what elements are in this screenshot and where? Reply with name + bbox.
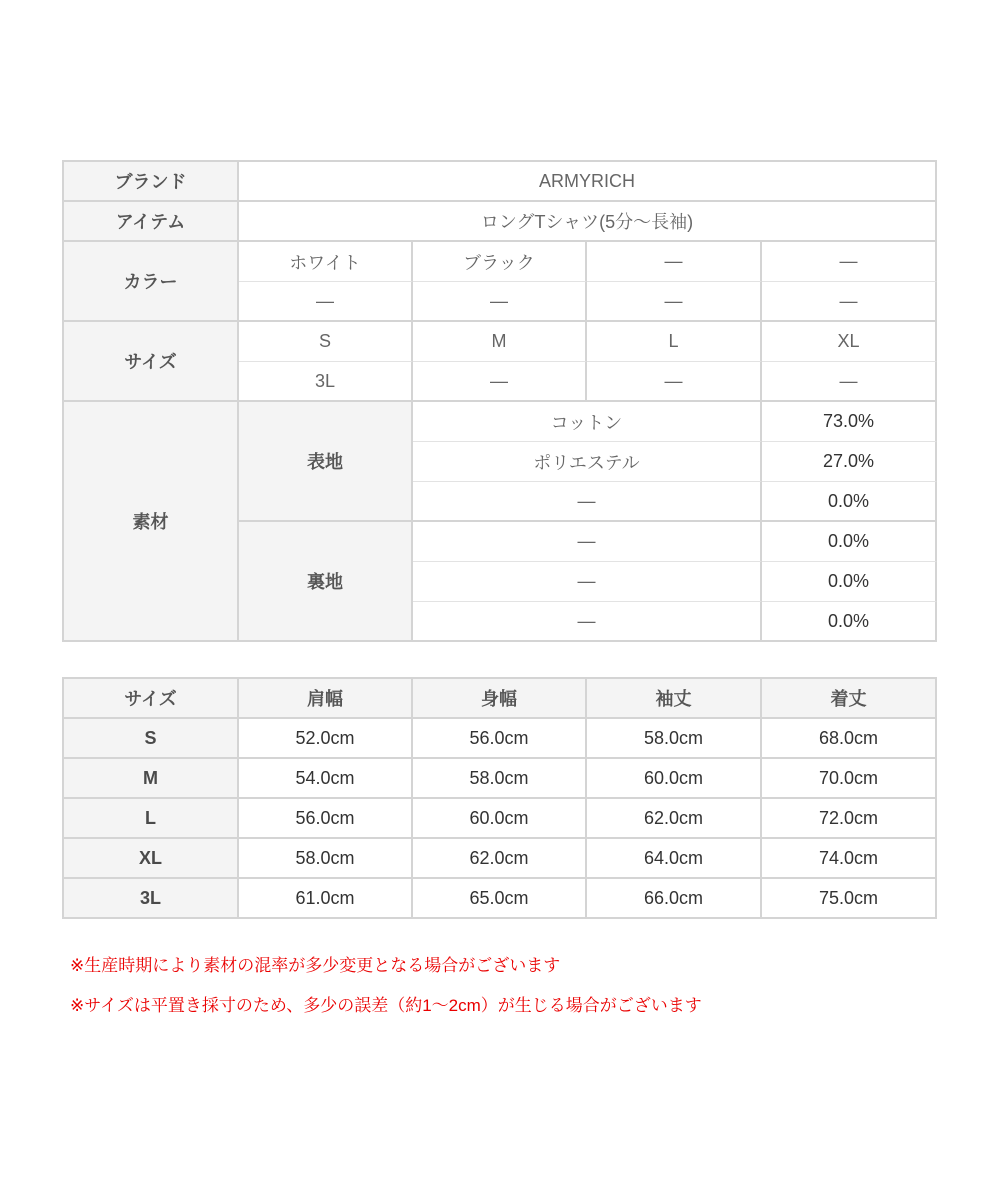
measurement-cell: 56.0cm — [413, 719, 587, 759]
material-percent-cell: 0.0% — [762, 562, 937, 602]
sleeve-header-cell: 袖丈 — [587, 679, 762, 719]
size-value-cell: S — [239, 322, 413, 362]
material-label-cell: 素材 — [64, 402, 239, 642]
material-percent-cell: 27.0% — [762, 442, 937, 482]
size-value-cell: — — [762, 362, 937, 402]
size-table-row — [64, 879, 937, 919]
material-name-cell: ポリエステル — [413, 442, 762, 482]
material-name-cell: — — [413, 482, 762, 522]
color-value-cell: — — [413, 282, 587, 322]
lining-label-cell: 裏地 — [239, 522, 413, 642]
measurement-cell: 72.0cm — [762, 799, 937, 839]
size-row — [64, 322, 937, 362]
size-measurements-table — [62, 677, 937, 919]
measurement-cell: 74.0cm — [762, 839, 937, 879]
brand-row — [64, 162, 937, 202]
item-value-cell: ロングTシャツ(5分〜長袖) — [239, 202, 937, 242]
material-name-cell: — — [413, 602, 762, 642]
size-row-label: L — [64, 799, 239, 839]
material-percent-cell: 0.0% — [762, 522, 937, 562]
measurement-cell: 60.0cm — [587, 759, 762, 799]
product-spec-table — [62, 160, 937, 642]
size-row-label: M — [64, 759, 239, 799]
measurement-cell: 68.0cm — [762, 719, 937, 759]
outer-fabric-label-cell: 表地 — [239, 402, 413, 522]
size-row-label: S — [64, 719, 239, 759]
size-table-row — [64, 839, 937, 879]
size-row-label: 3L — [64, 879, 239, 919]
size-table-row — [64, 799, 937, 839]
measurement-cell: 58.0cm — [587, 719, 762, 759]
measurement-cell: 61.0cm — [239, 879, 413, 919]
size-table-header-row — [64, 679, 937, 719]
material-name-cell: — — [413, 562, 762, 602]
size-header-cell: サイズ — [64, 679, 239, 719]
size-value-cell: — — [587, 362, 762, 402]
size-row-label: XL — [64, 839, 239, 879]
color-value-cell: — — [587, 282, 762, 322]
material-name-cell: コットン — [413, 402, 762, 442]
measurement-cell: 66.0cm — [587, 879, 762, 919]
material-percent-cell: 0.0% — [762, 602, 937, 642]
material-note: ※生産時期により素材の混率が多少変更となる場合がございます — [70, 956, 561, 975]
measurement-cell: 58.0cm — [413, 759, 587, 799]
measurement-cell: 70.0cm — [762, 759, 937, 799]
measurement-cell: 62.0cm — [413, 839, 587, 879]
measurement-cell: 56.0cm — [239, 799, 413, 839]
color-value-cell: — — [762, 282, 937, 322]
length-header-cell: 着丈 — [762, 679, 937, 719]
measurement-cell: 52.0cm — [239, 719, 413, 759]
measurement-cell: 60.0cm — [413, 799, 587, 839]
measurement-cell: 75.0cm — [762, 879, 937, 919]
color-value-cell: ホワイト — [239, 242, 413, 282]
color-value-cell: ブラック — [413, 242, 587, 282]
item-label-cell: アイテム — [64, 202, 239, 242]
size-label-cell: サイズ — [64, 322, 239, 402]
item-row — [64, 202, 937, 242]
brand-label-cell: ブランド — [64, 162, 239, 202]
size-value-cell: L — [587, 322, 762, 362]
size-table-row — [64, 719, 937, 759]
material-percent-cell: 73.0% — [762, 402, 937, 442]
size-value-cell: — — [413, 362, 587, 402]
size-value-cell: XL — [762, 322, 937, 362]
measurement-cell: 62.0cm — [587, 799, 762, 839]
color-value-cell: — — [587, 242, 762, 282]
size-table-row — [64, 759, 937, 799]
color-row — [64, 242, 937, 282]
material-percent-cell: 0.0% — [762, 482, 937, 522]
brand-value-cell: ARMYRICH — [239, 162, 937, 202]
disclaimer-notes — [70, 946, 702, 1026]
measurement-cell: 64.0cm — [587, 839, 762, 879]
measurement-cell: 65.0cm — [413, 879, 587, 919]
size-value-cell: 3L — [239, 362, 413, 402]
body-width-header-cell: 身幅 — [413, 679, 587, 719]
material-name-cell: — — [413, 522, 762, 562]
measurement-cell: 58.0cm — [239, 839, 413, 879]
material-row — [64, 402, 937, 442]
size-value-cell: M — [413, 322, 587, 362]
size-tolerance-note: ※サイズは平置き採寸のため、多少の誤差（約1〜2cm）が生じる場合がございます — [70, 996, 702, 1015]
color-value-cell: — — [239, 282, 413, 322]
shoulder-header-cell: 肩幅 — [239, 679, 413, 719]
measurement-cell: 54.0cm — [239, 759, 413, 799]
color-label-cell: カラー — [64, 242, 239, 322]
color-value-cell: — — [762, 242, 937, 282]
